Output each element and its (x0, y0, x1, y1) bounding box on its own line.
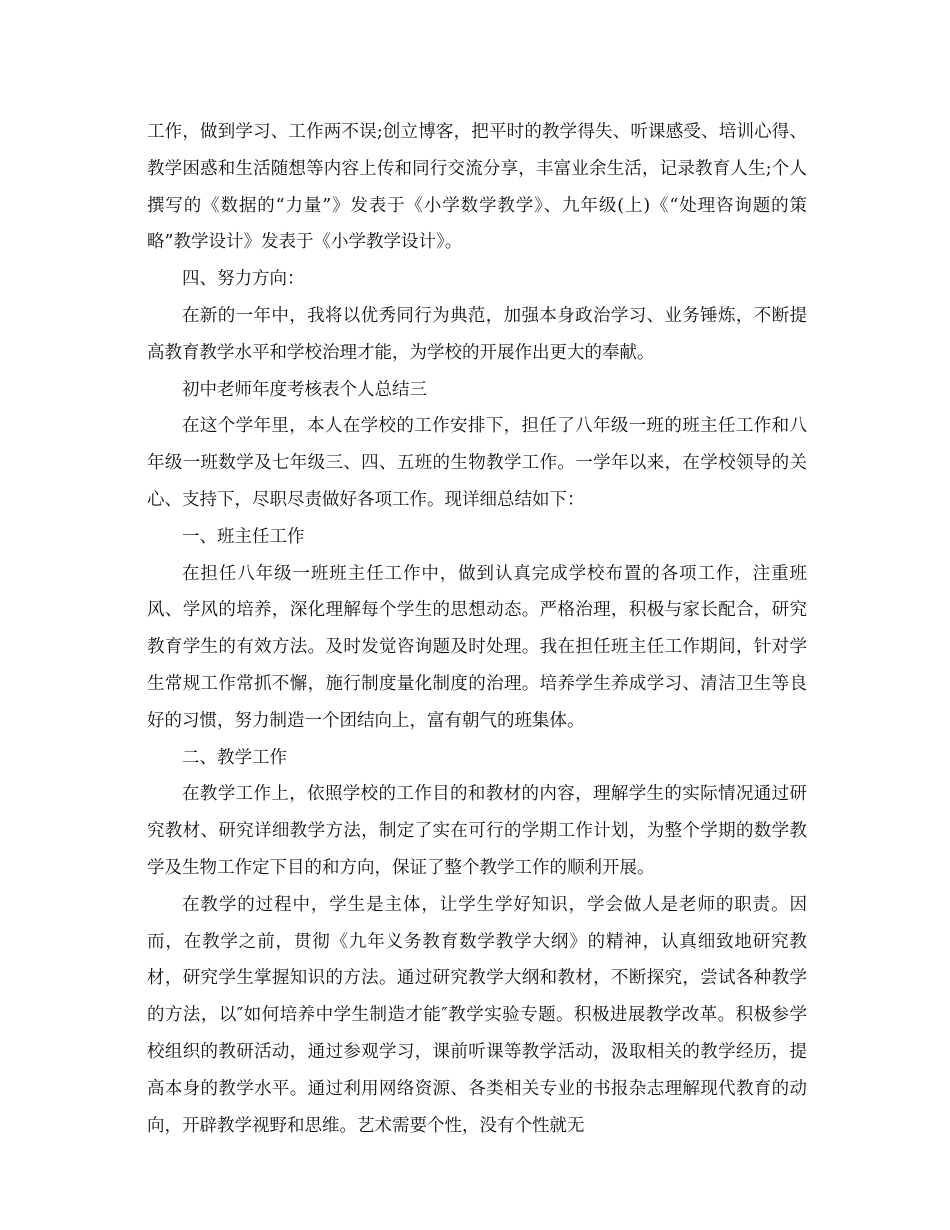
paragraph-class-teacher: 在担任八年级一班班主任工作中，做到认真完成学校布置的各项工作，注重班风、学风的培养，深化理解每个学生的思想动态。严格治理，积极与家长配合，研究教育学生的有效方法。及时发觉咨询题及时处理。我在担任班主任工作期间，针对学生常规工作常抓不懈，施行制度量化制度的治理。培养学生养成学习、清洁卫生等良好的习惯，努力制造一个团结向上，富有朝气的班集体。 (147, 563, 807, 731)
paragraph-intro: 在这个学年里，本人在学校的工作安排下，担任了八年级一班的班主任工作和八年级一班数学及七年级三、四、五班的生物教学工作。一学年以来，在学校领导的关心、支持下，尽职尽责做好各项工作。现详细总结如下： (147, 416, 807, 510)
section-heading-direction: 四、努力方向： (182, 269, 305, 290)
section-heading-class-teacher: 一、班主任工作 (182, 526, 305, 547)
paragraph-teaching-process: 在教学的过程中，学生是主体，让学生学好知识，学会做人是老师的职责。因而，在教学之前，贯彻《九年义务教育数学教学大纲》的精神，认真细致地研究教材，研究学生掌握知识的方法。通过研究教学大纲和教材，不断探究，尝试各种教学的方法，以″如何培养中学生制造才能″教学实验专题。积极进展教学改革。积极参学校组织的教研活动，通过参观学习，课前听课等教学活动，汲取相关的教学经历，提高本身的教学水平。通过利用网络资源、各类相关专业的书报杂志理解现代教育的动向，开辟教学视野和思维。艺术需要个性，没有个性就无 (147, 894, 807, 1136)
paragraph-continuation: 工作，做到学习、工作两不误;创立博客，把平时的教学得失、听课感受、培训心得、教学困惑和生活随想等内容上传和同行交流分享，丰富业余生活，记录教育人生;个人撰写的《数据的“力量”》发表于《小学数学教学》、九年级(上)《“处理咨询题的策略”教学设计》发表于《小学教学设计》。 (147, 122, 807, 253)
paragraph-direction: 在新的一年中，我将以优秀同行为典范，加强本身政治学习、业务锤炼，不断提高教育教学水平和学校治理才能，为学校的开展作出更大的奉献。 (147, 305, 807, 363)
paragraph-teaching-plan: 在教学工作上，依照学校的工作目的和教材的内容，理解学生的实际情况通过研究教材、研究详细教学方法，制定了实在可行的学期工作计划，为整个学期的数学教学及生物工作定下目的和方向，保证了整个教学工作的顺利开展。 (147, 784, 807, 878)
document-body (147, 114, 807, 1144)
document-subtitle: 初中老师年度考核表个人总结三 (182, 379, 427, 400)
section-heading-teaching: 二、教学工作 (182, 747, 287, 768)
